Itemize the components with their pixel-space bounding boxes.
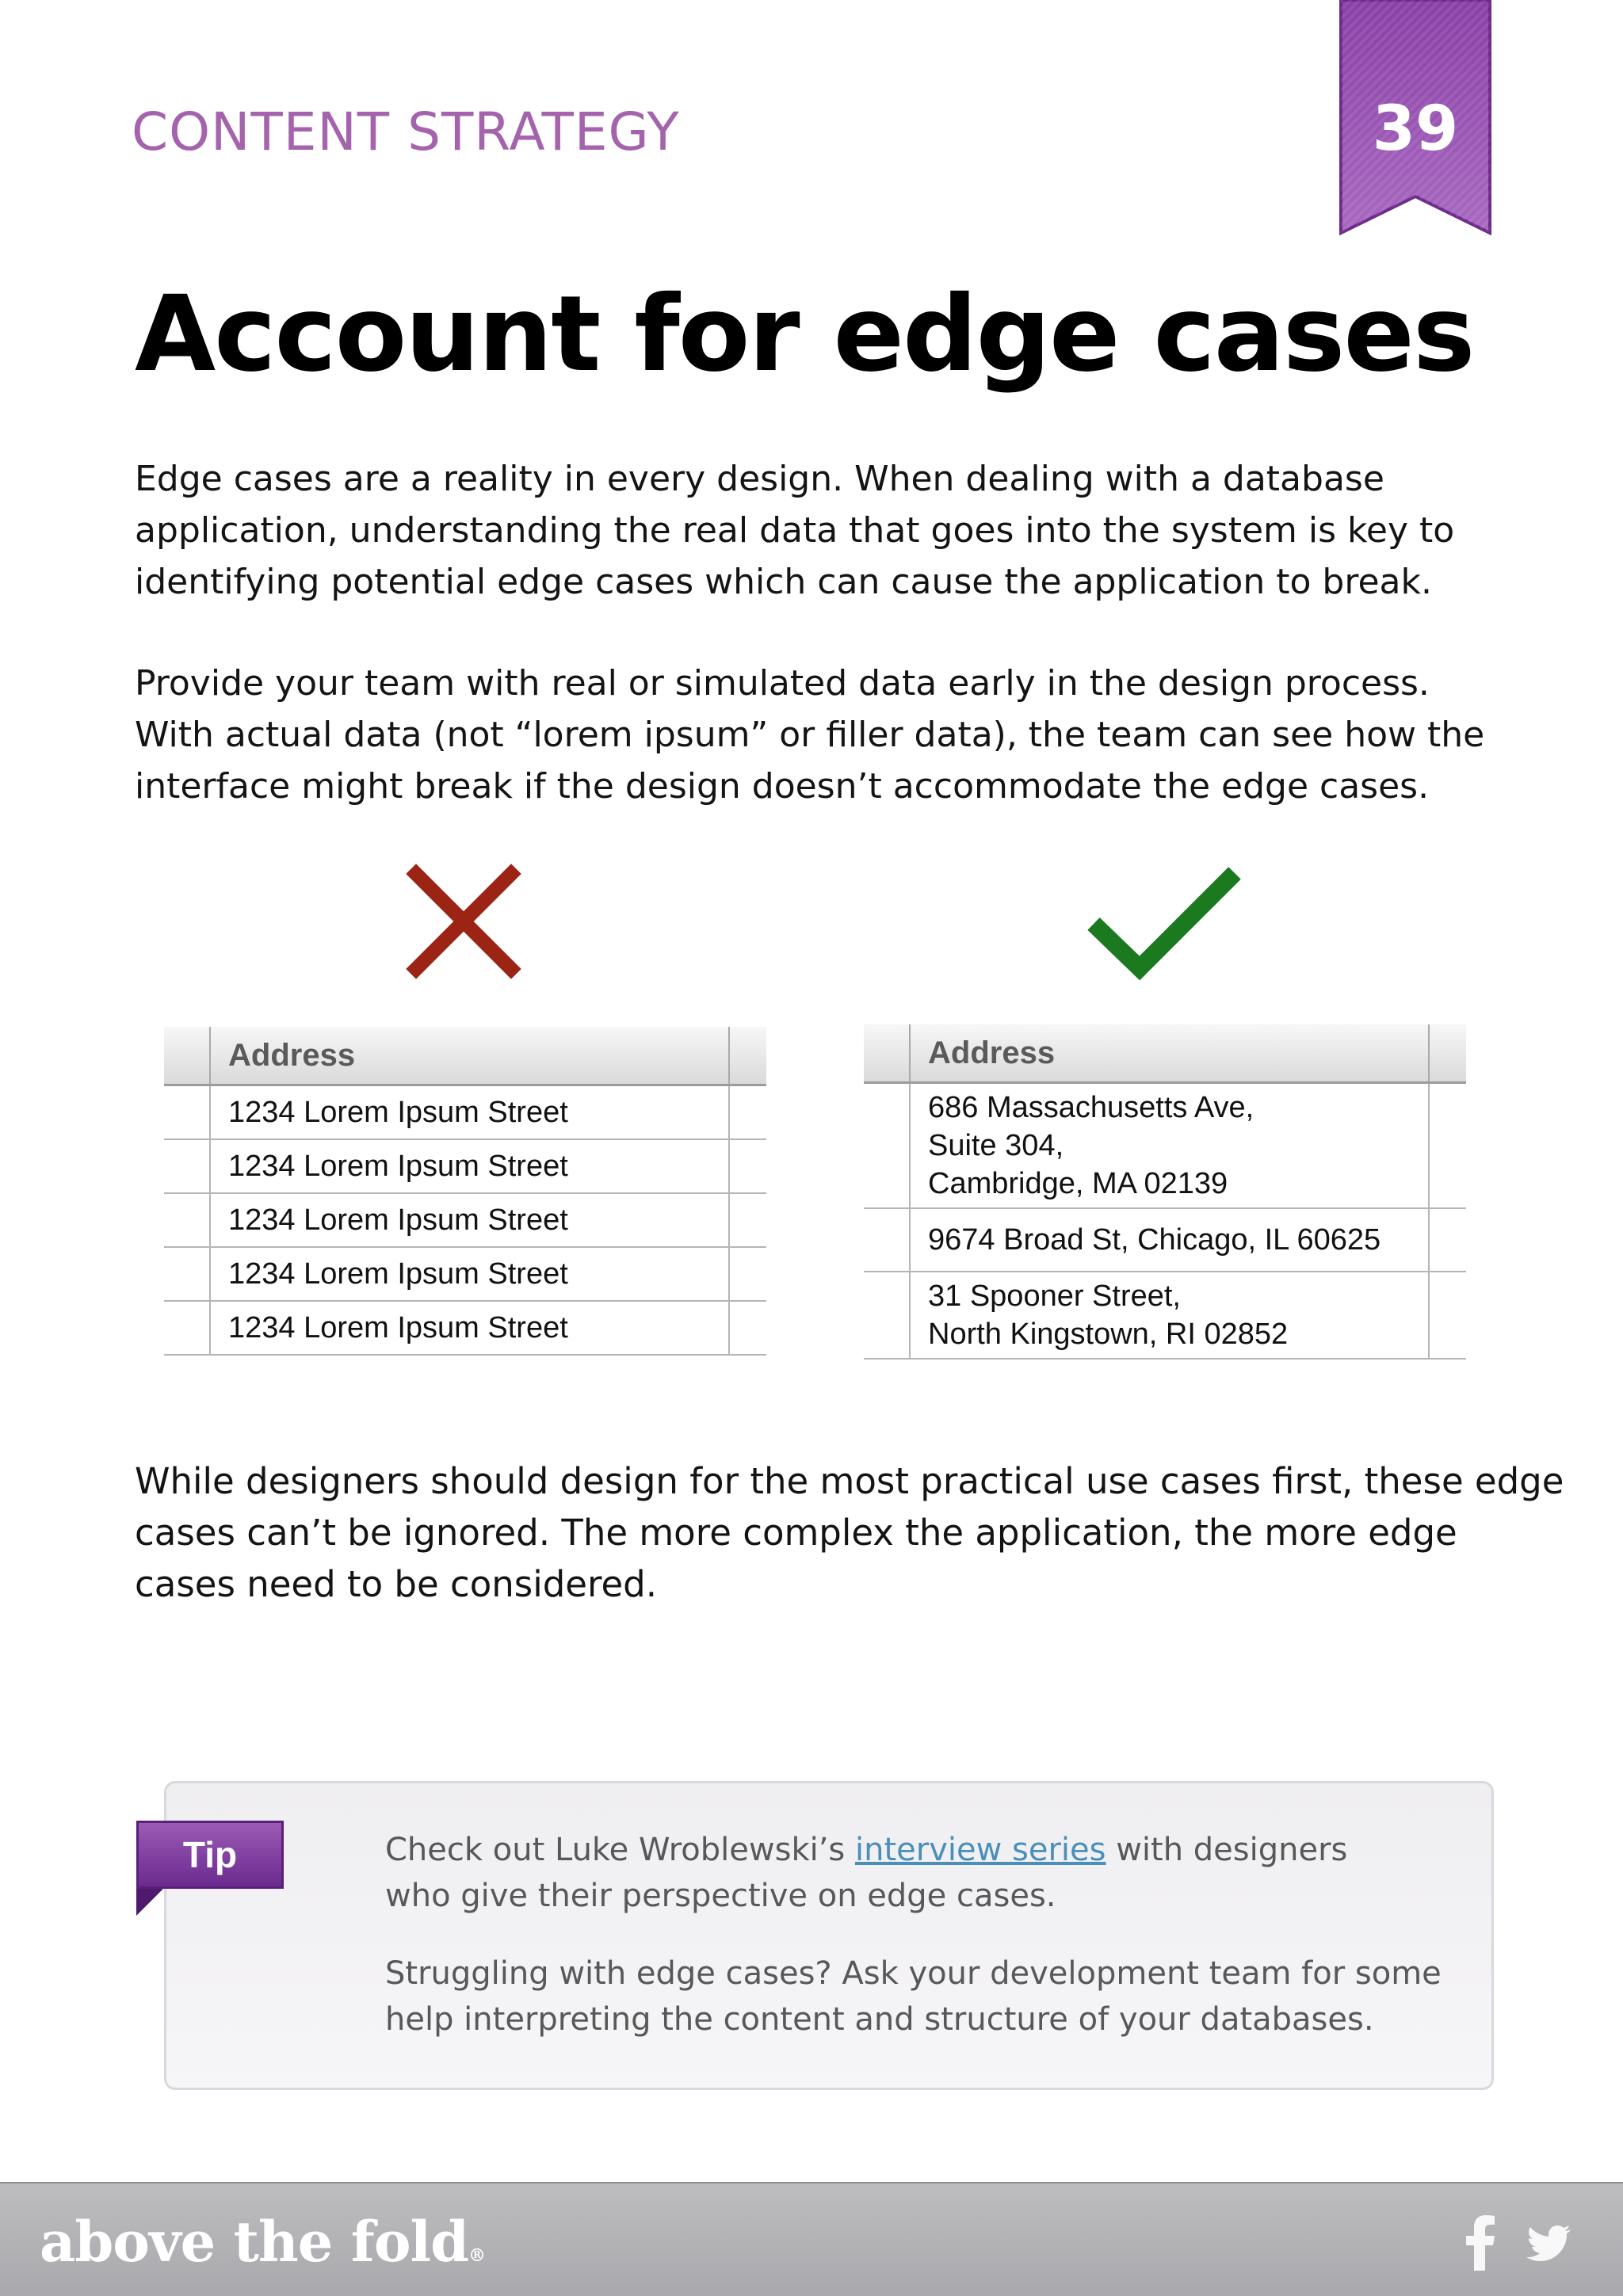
header-tail [729, 1027, 766, 1085]
table-row[interactable] [864, 1272, 1466, 1359]
tip-line-prefix: Check out Luke Wroblewski’s [385, 1832, 855, 1868]
tip-line: Struggling with edge cases? Ask your development team for some [385, 1955, 1442, 1992]
brand-registered-mark: ® [468, 2245, 486, 2266]
interview-series-link[interactable]: interview series [855, 1832, 1106, 1868]
placeholder-address-table [164, 1027, 766, 1356]
table-row[interactable] [164, 1085, 766, 1140]
tip-line: help interpreting the content and structure of your databases. [385, 2001, 1374, 2038]
tip-line-suffix: with designers [1106, 1832, 1348, 1868]
text-line: With actual data (not “lorem ipsum” or filler data), the team can see how the [135, 715, 1485, 755]
address-line: Suite 304, [928, 1129, 1064, 1162]
table-row[interactable] [164, 1139, 766, 1193]
table-row[interactable] [864, 1208, 1466, 1272]
address-cell: 1234 Lorem Ipsum Street [210, 1301, 729, 1355]
brand-logo[interactable] [40, 2209, 485, 2275]
address-cell: 1234 Lorem Ipsum Street [210, 1139, 729, 1193]
address-cell [910, 1208, 1429, 1272]
text-line: identifying potential edge cases which can cause the application to break. [135, 562, 1432, 602]
tip-paragraph-2 [385, 1951, 1442, 2042]
text-line: interface might break if the design doesn’t accommodate the edge cases. [135, 766, 1430, 807]
brand-name: above the fold [40, 2209, 469, 2275]
table-header-row [864, 1024, 1466, 1083]
text-line: cases need to be considered. [135, 1563, 658, 1605]
data-paragraph [135, 658, 1484, 812]
address-line: 686 Massachusetts Ave, [928, 1091, 1254, 1124]
text-line: cases can’t be ignored. The more complex the application, the more edge [135, 1512, 1457, 1554]
tip-line: who give their perspective on edge cases. [385, 1878, 1056, 1914]
tip-paragraph-1 [385, 1827, 1347, 1919]
address-cell [910, 1083, 1429, 1209]
closing-paragraph [135, 1455, 1564, 1610]
page-title: Account for edge cases [135, 273, 1474, 395]
tip-line [385, 1827, 1347, 1873]
address-cell: 1234 Lorem Ipsum Street [210, 1085, 729, 1140]
twitter-icon[interactable] [1523, 2225, 1571, 2263]
text-line: application, understanding the real data that goes into the system is key to [135, 510, 1455, 551]
intro-paragraph [135, 453, 1454, 608]
address-line: North Kingstown, RI 02852 [928, 1318, 1289, 1351]
header-gutter [164, 1027, 210, 1085]
table-header-row [164, 1027, 766, 1085]
header-tail [1429, 1024, 1466, 1083]
address-line: 31 Spooner Street, [928, 1280, 1181, 1313]
text-line: While designers should design for the most practical use cases first, these edge [135, 1460, 1564, 1502]
address-cell: 1234 Lorem Ipsum Street [210, 1247, 729, 1301]
column-header-address[interactable]: Address [210, 1027, 729, 1085]
table-row[interactable] [164, 1301, 766, 1355]
section-label: CONTENT STRATEGY [132, 101, 680, 162]
text-line: Edge cases are a reality in every design. When dealing with a database [135, 459, 1384, 499]
address-line: Cambridge, MA 02139 [928, 1167, 1228, 1200]
address-cell: 1234 Lorem Ipsum Street [210, 1193, 729, 1247]
tip-badge: Tip [136, 1821, 284, 1889]
table-row[interactable] [864, 1083, 1466, 1209]
column-header-address[interactable]: Address [910, 1024, 1429, 1083]
table-row[interactable] [164, 1247, 766, 1301]
address-cell [910, 1272, 1429, 1359]
text-line: Provide your team with real or simulated data early in the design process. [135, 663, 1430, 704]
real-address-table [864, 1024, 1466, 1360]
facebook-icon[interactable] [1465, 2215, 1496, 2271]
page-number: 39 [1372, 93, 1459, 165]
checkmark-icon [1086, 862, 1244, 981]
table-row[interactable] [164, 1193, 766, 1247]
cross-icon [404, 862, 523, 981]
address-line: 9674 Broad St, Chicago, IL 60625 [928, 1223, 1381, 1257]
tip-badge-fold [136, 1889, 163, 1916]
header-gutter [864, 1024, 910, 1083]
